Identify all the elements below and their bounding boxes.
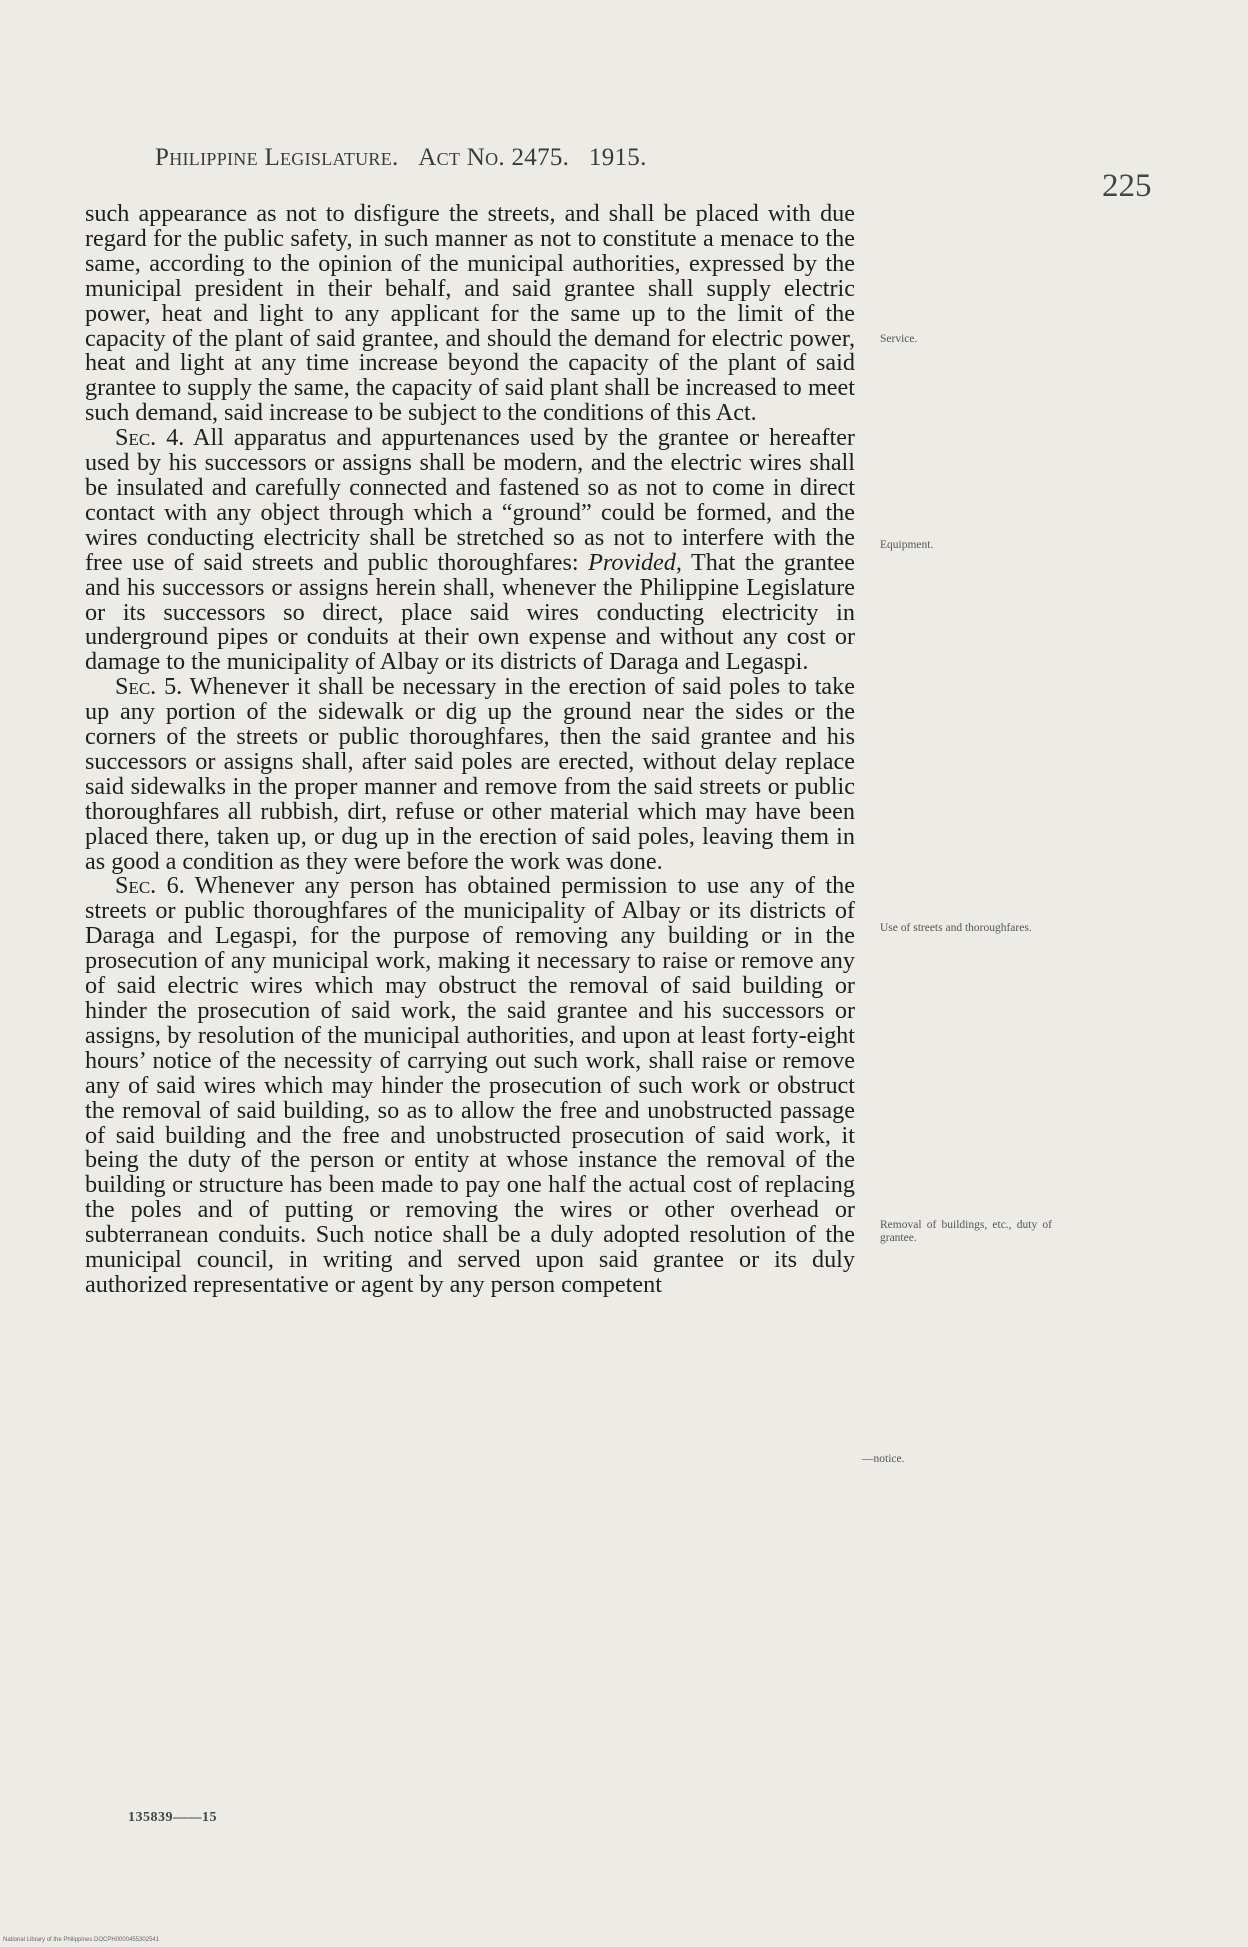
margin-note-equipment: Equipment. [880,539,934,551]
paragraph-text: That the grantee and his successors or assigns herein shall, whenever the Philippine Legislature or its successors so direct, place said wires conducting electricity in underground pipes or conduits at their own expense and without any cost or damage to the municipality of Albay or its districts of Daraga and Legaspi. [85,548,856,676]
proviso-italic: Provided, [588,548,682,576]
library-credit: National Library of the Philippines DOCPH0000455302541 [3,1937,160,1943]
section-label: Sec. 4. [115,424,185,452]
margin-note-streets: Use of streets and thoroughfares. [880,922,1032,934]
paragraph-continuation [85,202,855,426]
margin-note-notice: —notice. [862,1453,905,1465]
page-number: 225 [1102,168,1152,204]
body-text [85,202,855,1298]
legislature-title: Philippine Legislature. [155,144,399,171]
margin-note-service: Service. [880,333,918,345]
act-year: 1915. [588,144,647,171]
section-label: Sec. 6. [115,872,185,900]
act-number: Act No. 2475. [418,144,570,171]
section-label: Sec. 5. [115,673,183,701]
paragraph-sec-6 [85,874,855,1297]
paragraph-text: Whenever any person has obtained permission to use any of the streets or public thoroughfares of the municipality of Albay or its districts of Daraga and Legaspi, for the purpose of removing any building or in the prosecution of any municipal work, making it necessary to raise or remove any of said electric wires which may obstruct the removal of said building or hinder the prosecution of said work, the said grantee and his successors or assigns, by resolution of the municipal authorities, and upon at least forty-eight hours’ notice of the necessity of carrying out such work, shall raise or remove any of said wires which may hinder the prosecution of such work or obstruct the removal of said building, so as to allow the free and unobstructed passage of said building and the free and unobstructed prosecution of said work, it being the duty of the person or entity at whose instance the removal of the building or structure has been made to pay one half the actual cost of replacing the poles and of putting or removing the wires or other overhead or subterranean conduits. Such notice shall be a duly adopted resolution of the municipal council, in writing and served upon said grantee or its duly authorized representative or agent by any person competent [85,872,855,1298]
paragraph-sec-4 [85,426,855,675]
paragraph-sec-5 [85,675,855,874]
margin-note-removal: Removal of buildings, etc., duty of grantee. [880,1219,1052,1244]
paragraph-text: All apparatus and appurtenances used by the grantee or hereafter used by his successors or assigns shall be modern, and the electric wires shall be insulated and carefully connected and fastened so as not to come in direct contact with any object through which a “ground” could be formed, and the wires conducting electricity shall be stretched so as not to interfere with the free use of said streets and public thoroughfares: [85,424,855,576]
paragraph-text: such appearance as not to disfigure the streets, and shall be placed with due regard for the public safety, in such manner as not to constitute a menace to the same, according to the opinion of the municipal authorities, expressed by the municipal president in their behalf, and said grantee shall supply electric power, heat and light to any applicant for the same up to the limit of the capacity of the plant of said grantee, and should the demand for electric power, heat and light at any time increase beyond the capacity of the plant of said grantee to supply the same, the capacity of said plant shall be increased to meet such demand, said increase to be subject to the conditions of this Act. [85,200,855,427]
printer-signature: 135839——15 [128,1810,217,1825]
paragraph-text: Whenever it shall be necessary in the erection of said poles to take up any portion of the sidewalk or dig up the ground near the sides or the corners of the streets or public thoroughfares, then the said grantee and his successors or assigns shall, after said poles are erected, without delay replace said sidewalks in the proper manner and remove from the said streets or public thoroughfares all rubbish, dirt, refuse or other material which may have been placed there, taken up, or dug up in the erection of said poles, leaving them in as good a condition as they were before the work was done. [85,673,855,875]
running-head [155,144,795,172]
